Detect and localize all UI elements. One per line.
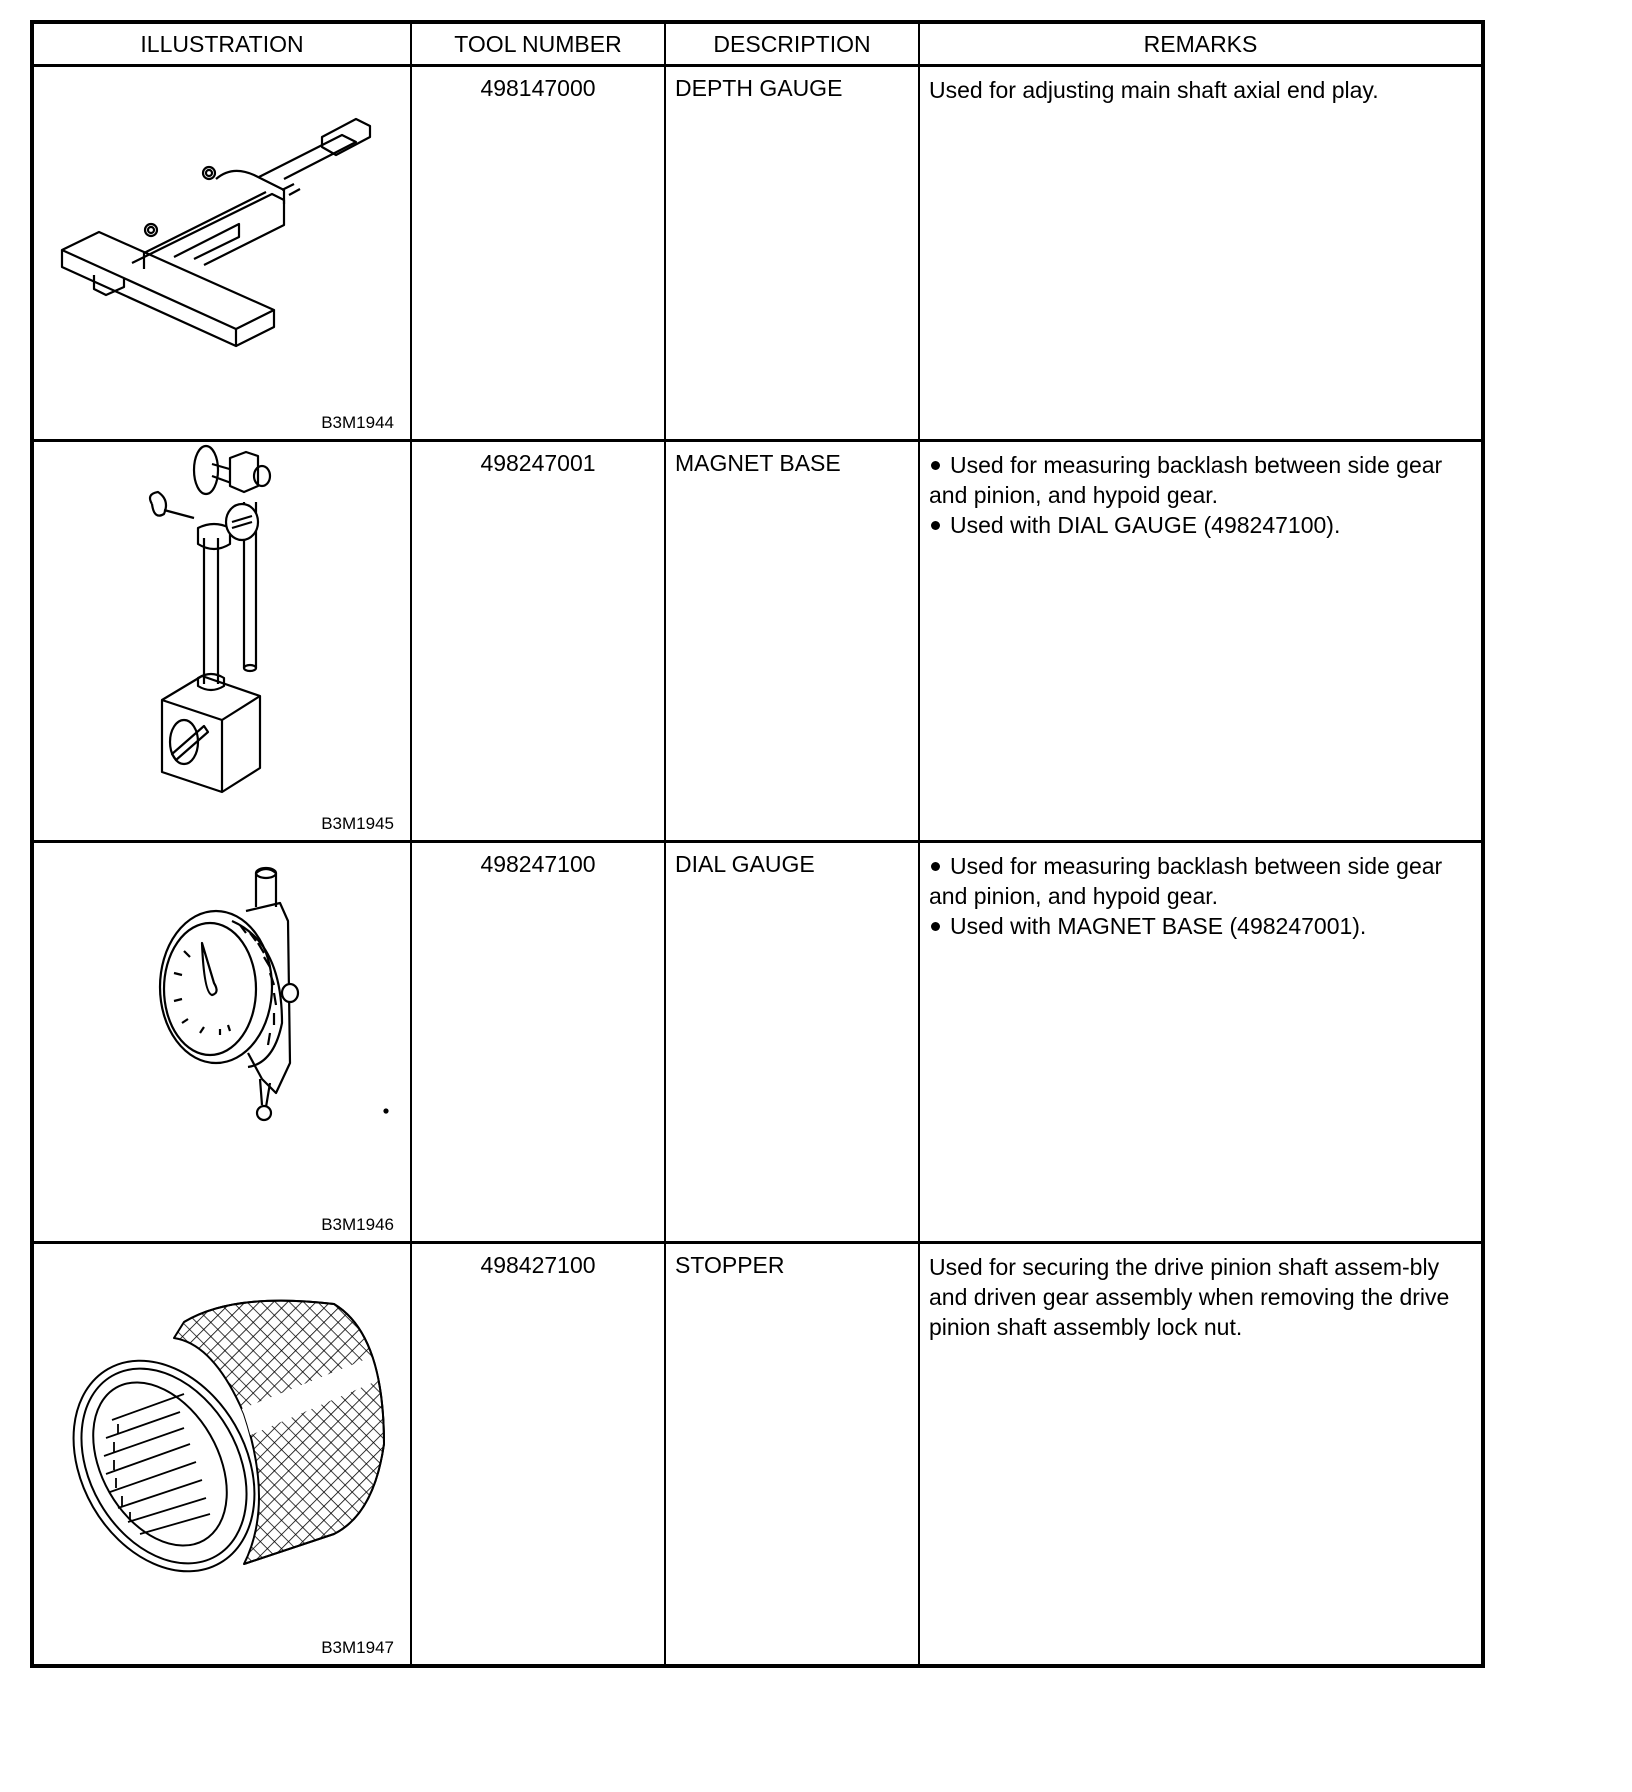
tool-remarks — [918, 843, 1481, 1241]
depth-gauge-icon — [34, 67, 410, 439]
figure-code: B3M1947 — [321, 1638, 394, 1657]
tool-remarks — [918, 67, 1481, 439]
illustration-cell — [34, 442, 410, 840]
tool-description: DEPTH GAUGE — [664, 67, 918, 439]
tool-description: MAGNET BASE — [664, 442, 918, 840]
remark-bullet-item: Used with DIAL GAUGE (498247100). — [929, 510, 1467, 540]
header-tool-number: TOOL NUMBER — [410, 24, 664, 64]
special-tools-table — [30, 20, 1485, 1668]
table-row — [34, 840, 1481, 1241]
magnet-base-icon — [34, 442, 410, 814]
illustration-cell — [34, 843, 410, 1241]
table-row — [34, 1241, 1481, 1664]
header-remarks: REMARKS — [918, 24, 1481, 64]
table-row — [34, 439, 1481, 840]
figure-code: B3M1945 — [321, 814, 394, 833]
tool-number: 498247100 — [410, 843, 664, 1241]
bullet-icon — [931, 862, 940, 871]
tool-description: DIAL GAUGE — [664, 843, 918, 1241]
dial-gauge-icon — [34, 843, 410, 1241]
remark-bullet-item: Used for measuring backlash between side gear and pinion, and hypoid gear. — [929, 452, 1443, 508]
tool-description: STOPPER — [664, 1244, 918, 1664]
bullet-icon — [931, 922, 940, 931]
tool-number: 498147000 — [410, 67, 664, 439]
header-description: DESCRIPTION — [664, 24, 918, 64]
bullet-icon — [931, 461, 940, 470]
remark-bullet-item: Used for measuring backlash between side gear and pinion, and hypoid gear. — [929, 853, 1443, 909]
remark-text: Used for securing the drive pinion shaft assem-bly and driven gear assembly when removing the drive pinion shaft assembly lock nut. — [929, 1254, 1450, 1340]
remark-text: Used for adjusting main shaft axial end play. — [929, 77, 1379, 103]
illustration-cell — [34, 67, 410, 439]
remark-bullet-item: Used with MAGNET BASE (498247001). — [929, 911, 1467, 941]
table-header-row — [34, 24, 1481, 64]
bullet-icon — [931, 521, 940, 530]
table-row — [34, 64, 1481, 439]
figure-code: B3M1944 — [321, 413, 394, 432]
stopper-icon — [34, 1244, 410, 1664]
header-illustration: ILLUSTRATION — [140, 30, 304, 57]
tool-remarks — [918, 1244, 1481, 1664]
illustration-cell — [34, 1244, 410, 1664]
tool-number: 498247001 — [410, 442, 664, 840]
tool-number: 498427100 — [410, 1244, 664, 1664]
tool-remarks — [918, 442, 1481, 840]
figure-code: B3M1946 — [321, 1215, 394, 1234]
